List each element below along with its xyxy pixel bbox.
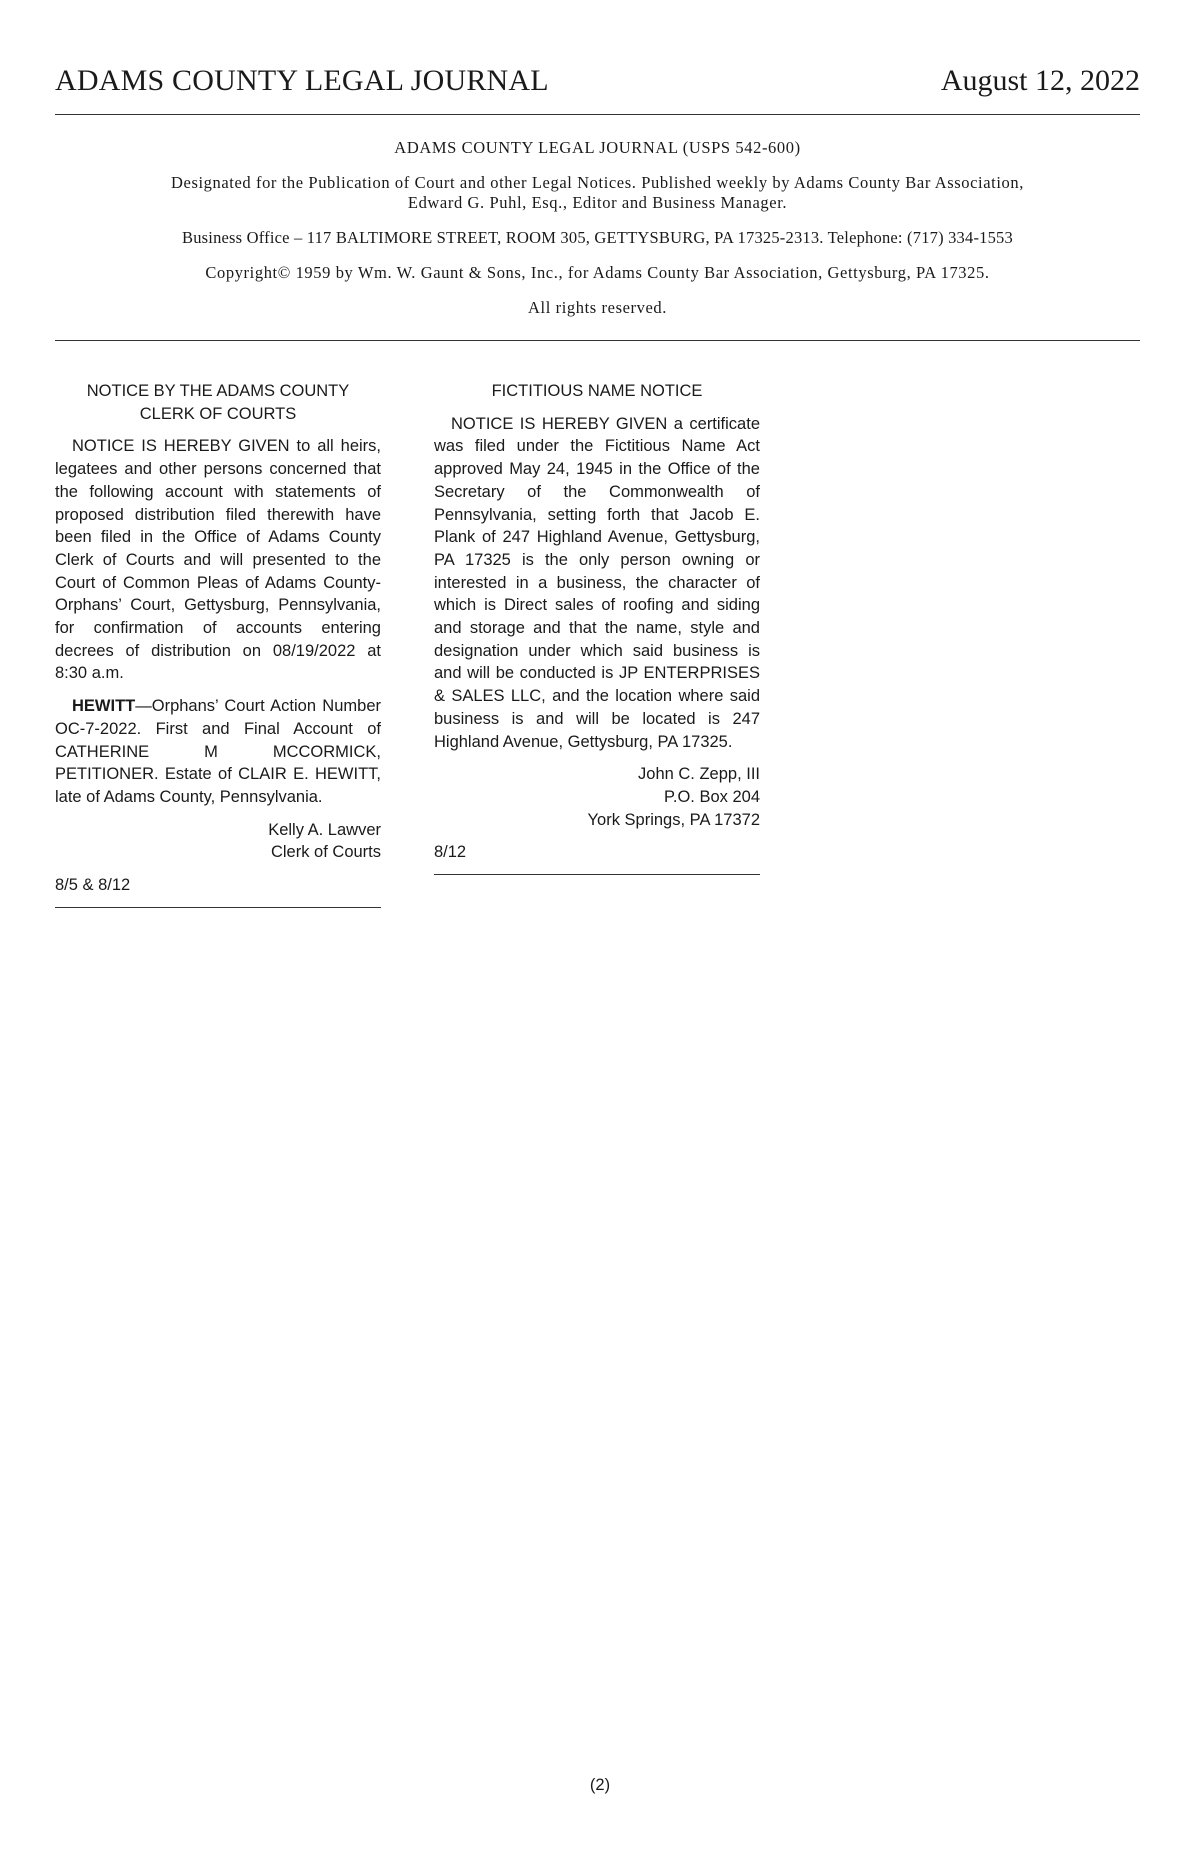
notice-end-rule <box>55 907 381 908</box>
entry-text: —Orphans’ Court Action Number OC-7-2022. First and Final Account of CATHERINE M MCCORMICK, PETITIONER. Estate of CLAIR E. HEWITT, late of Adams County, Pennsylvania. <box>55 697 381 806</box>
page-number: (2) <box>589 1776 611 1794</box>
entry-name: HEWITT <box>72 697 136 716</box>
notice-body: NOTICE IS HEREBY GIVEN to all heirs, legatees and other persons concerned that the following account with statements of proposed distribution filed therewith have been filed in the Office of Adams County Clerk of Courts and will presented to the Court of Common Pleas of Adams County-Orphans’ Court, Gettysburg, Pennsylvania, for confirmation of accounts entering decrees of distribution on 08/19/2022 at 8:30 a.m. <box>55 437 381 683</box>
masthead-description-line-2: Edward G. Puhl, Esq., Editor and Business Manager. <box>407 193 788 212</box>
masthead <box>55 138 1140 318</box>
signer-title: Clerk of Courts <box>270 843 381 862</box>
signer-city: York Springs, PA 17372 <box>587 810 760 829</box>
issue-date: August 12, 2022 <box>940 64 1140 97</box>
masthead-rights: All rights reserved. <box>528 298 667 317</box>
running-head <box>55 64 1140 104</box>
notice-heading: NOTICE BY THE ADAMS COUNTY CLERK OF COURTS <box>86 382 350 423</box>
notice-heading: FICTITIOUS NAME NOTICE <box>491 382 703 400</box>
header-rule <box>55 114 1140 115</box>
notice-fictitious-name <box>434 380 760 875</box>
masthead-rule <box>55 340 1140 341</box>
notice-body: NOTICE IS HEREBY GIVEN a certificate was filed under the Fictitious Name Act approved May 24, 1945 in the Office of the Secretary of the Commonwealth of Pennsylvania, setting forth that Jacob E. Plank of 247 Highland Avenue, Gettysburg, PA 17325 is the only person owning or interested in a business, the character of which is Direct sales of roofing and siding and storage and that the name, style and designation under which said business is and will be conducted is JP ENTERPRISES & SALES LLC, and the location where said business is and will be located is 247 Highland Avenue, Gettysburg, PA 17325. <box>434 414 760 751</box>
signer-name: John C. Zepp, III <box>638 765 760 784</box>
publication-dates: 8/12 <box>434 843 467 862</box>
signature-block <box>55 819 381 864</box>
notice-clerk-of-courts <box>55 380 381 908</box>
masthead-title: ADAMS COUNTY LEGAL JOURNAL (USPS 542-600) <box>394 138 801 157</box>
notice-entry <box>55 695 381 809</box>
masthead-business-office: Business Office – 117 BALTIMORE STREET, ROOM 305, GETTYSBURG, PA 17325-2313. Telephone: (717) 334-1553 <box>182 228 1013 247</box>
masthead-description <box>55 173 1140 213</box>
masthead-copyright: Copyright© 1959 by Wm. W. Gaunt & Sons, Inc., for Adams County Bar Association, Gettysburg, PA 17325. <box>205 263 990 282</box>
masthead-description-line-1: Designated for the Publication of Court and other Legal Notices. Published weekly by Adams County Bar Association, <box>171 173 1024 192</box>
signer-address: P.O. Box 204 <box>663 787 760 806</box>
publication-dates: 8/5 & 8/12 <box>55 876 131 895</box>
journal-title: ADAMS COUNTY LEGAL JOURNAL <box>55 64 549 97</box>
notice-end-rule <box>434 874 760 875</box>
signer-name: Kelly A. Lawver <box>268 820 381 839</box>
signature-block <box>434 763 760 831</box>
